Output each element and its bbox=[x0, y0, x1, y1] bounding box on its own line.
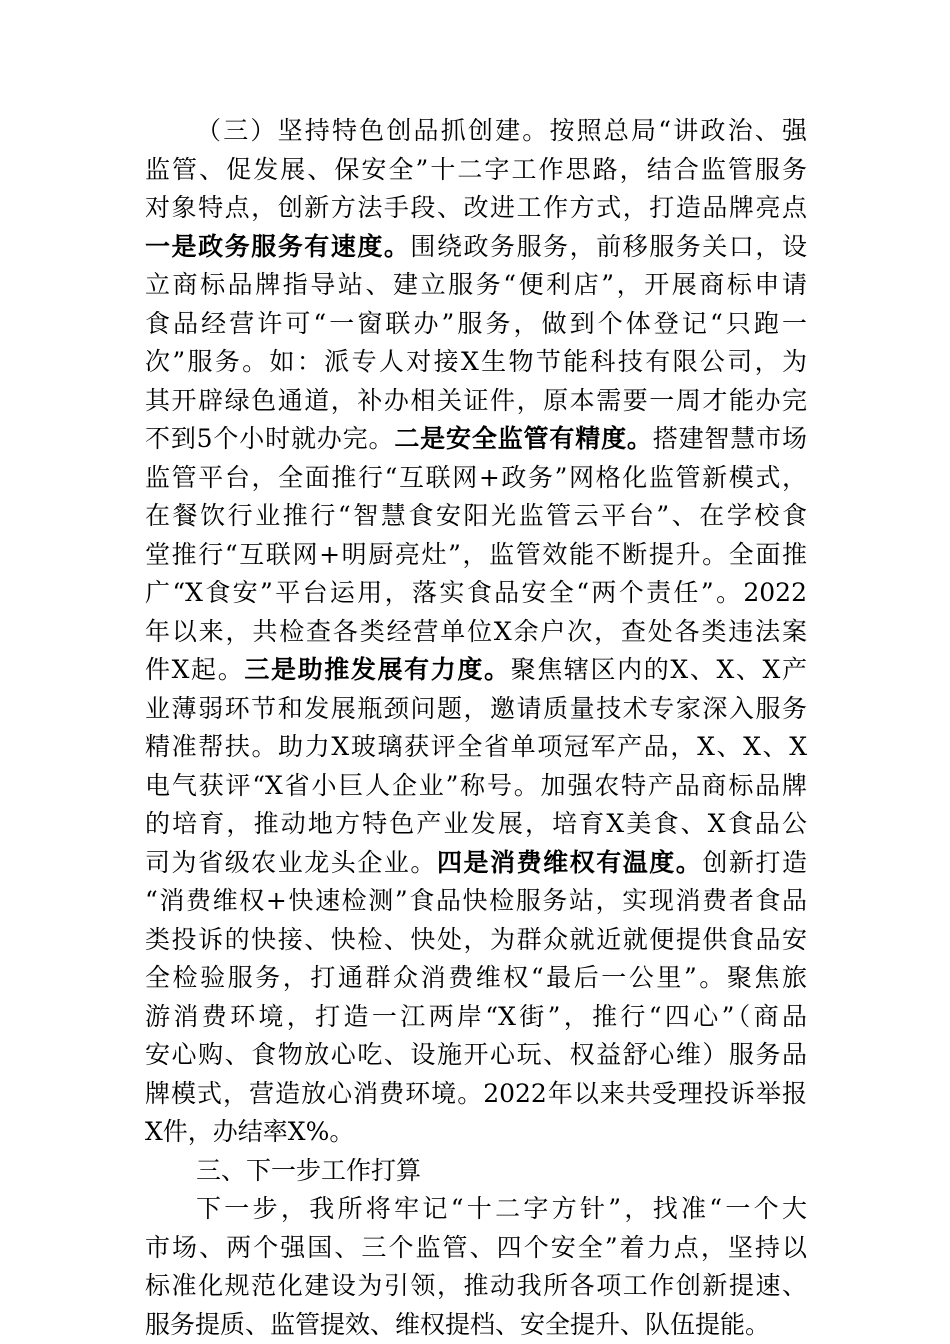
text-run: 安心购、食物放心吃、设施开心玩、权益舒心维）服务品 bbox=[145, 1040, 807, 1069]
paragraph-line-9 bbox=[145, 420, 807, 459]
text-run: 次”服务。如：派专人对接X生物节能科技有限公司，为 bbox=[145, 347, 807, 376]
text-run: 全检验服务，打通群众消费维权“最后一公里”。聚焦旅 bbox=[145, 963, 807, 992]
text-run: “消费维权+快速检测”食品快检服务站，实现消费者食品 bbox=[145, 886, 807, 915]
text-run: 年以来，共检查各类经营单位X余户次，查处各类违法案 bbox=[145, 616, 807, 646]
paragraph-line-2 bbox=[145, 151, 807, 190]
paragraph-line-12 bbox=[145, 536, 807, 575]
section-heading-text: 三、下一步工作打算 bbox=[196, 1155, 422, 1185]
paragraph-line-21 bbox=[145, 882, 807, 921]
paragraph-line-31 bbox=[145, 1267, 807, 1306]
paragraph-line-23 bbox=[145, 959, 807, 998]
paragraph-line-10 bbox=[145, 459, 807, 498]
paragraph-line-8 bbox=[145, 382, 807, 421]
paragraph-line-7 bbox=[145, 343, 807, 382]
text-run: 创新打造 bbox=[702, 847, 807, 877]
text-run: 食品经营许可“一窗联办”服务，做到个体登记“只跑一 bbox=[145, 308, 807, 338]
paragraph-line-11 bbox=[145, 497, 807, 536]
paragraph-line-20 bbox=[145, 844, 807, 883]
text-run: 电气获评“X省小巨人企业”称号。加强农特产品商标品牌 bbox=[145, 770, 807, 800]
text-run: 围绕政务服务，前移服务关口，设 bbox=[410, 231, 807, 261]
paragraph-line-5 bbox=[145, 266, 807, 305]
text-run: 标准化规范化建设为引领，推动我所各项工作创新提速、 bbox=[145, 1271, 807, 1300]
paragraph-line-16 bbox=[145, 690, 807, 729]
paragraph-line-19 bbox=[145, 805, 807, 844]
paragraph-line-22 bbox=[145, 921, 807, 960]
paragraph-line-17 bbox=[145, 728, 807, 767]
paragraph-line-13 bbox=[145, 574, 807, 613]
text-run: 立商标品牌指导站、建立服务“便利店”，开展商标申请 bbox=[145, 270, 807, 299]
paragraph-line-25 bbox=[145, 1036, 807, 1075]
text-run: 业薄弱环节和发展瓶颈问题，邀请质量技术专家深入服务 bbox=[145, 693, 807, 723]
bold-subheading: 二是安全监管有精度。 bbox=[394, 424, 653, 453]
paragraph-line-24 bbox=[145, 998, 807, 1037]
bold-subheading: 四是消费维权有温度。 bbox=[436, 847, 703, 877]
text-run: 堂推行“互联网+明厨亮灶”，监管效能不断提升。全面推 bbox=[145, 539, 807, 569]
paragraph-line-1 bbox=[145, 112, 807, 151]
text-run: 不到5个小时就办完。 bbox=[145, 424, 395, 453]
text-run: 牌模式，营造放心消费环境。2022年以来共受理投诉举报 bbox=[145, 1078, 807, 1108]
paragraph-line-18 bbox=[145, 767, 807, 806]
text-run: 游消费环境，打造一江两岸“X街”，推行“四心”（商品 bbox=[145, 1001, 807, 1031]
text-run: 精准帮扶。助力X玻璃获评全省单项冠军产品，X、X、X bbox=[145, 732, 807, 761]
text-run: （三）坚持特色创品抓创建。按照总局“讲政治、强 bbox=[196, 116, 807, 145]
text-run: 类投诉的快接、快检、快处，为群众就近就便提供食品安 bbox=[145, 924, 807, 954]
text-run: 监管平台，全面推行“互联网+政务”网格化监管新模式， bbox=[145, 462, 807, 492]
bold-subheading: 一是政务服务有速度。 bbox=[145, 231, 411, 261]
document-body bbox=[145, 112, 807, 1344]
paragraph-line-14 bbox=[145, 613, 807, 652]
text-run: X件，办结率X%。 bbox=[145, 1117, 355, 1146]
section-heading bbox=[145, 1152, 807, 1191]
text-run: 司为省级农业龙头企业。 bbox=[145, 847, 437, 877]
text-run: 在餐饮行业推行“智慧食安阳光监管云平台”、在学校食 bbox=[145, 501, 807, 530]
text-run: 监管、促发展、保安全”十二字工作思路，结合监管服务 bbox=[145, 154, 807, 184]
text-run: 件X起。 bbox=[145, 655, 245, 684]
paragraph-line-27 bbox=[145, 1113, 807, 1152]
paragraph-line-26 bbox=[145, 1075, 807, 1114]
text-run: 市场、两个强国、三个监管、四个安全”着力点，坚持以 bbox=[145, 1232, 807, 1262]
text-run: 广“X食安”平台运用，落实食品安全“两个责任”。2022 bbox=[145, 578, 807, 607]
text-run: 其开辟绿色通道，补办相关证件，原本需要一周才能办完 bbox=[145, 385, 807, 415]
paragraph-line-30 bbox=[145, 1229, 807, 1268]
text-run: 下一步，我所将牢记“十二字方针”，找准“一个大 bbox=[196, 1194, 807, 1223]
paragraph-line-15 bbox=[145, 651, 807, 690]
bold-subheading: 三是助推发展有力度。 bbox=[244, 655, 511, 684]
text-run: 服务提质、监管提效、维权提档、安全提升、队伍提能。 bbox=[145, 1309, 771, 1339]
text-run: 搭建智慧市场 bbox=[652, 424, 807, 453]
text-run: 聚焦辖区内的X、X、X产 bbox=[510, 655, 807, 684]
paragraph-line-4 bbox=[145, 228, 807, 267]
paragraph-line-3 bbox=[145, 189, 807, 228]
paragraph-line-32 bbox=[145, 1306, 807, 1344]
paragraph-line-29 bbox=[145, 1190, 807, 1229]
paragraph-line-6 bbox=[145, 305, 807, 344]
text-run: 对象特点，创新方法手段、改进工作方式，打造品牌亮点 bbox=[145, 193, 807, 222]
text-run: 的培育，推动地方特色产业发展，培育X美食、X食品公 bbox=[145, 809, 807, 838]
